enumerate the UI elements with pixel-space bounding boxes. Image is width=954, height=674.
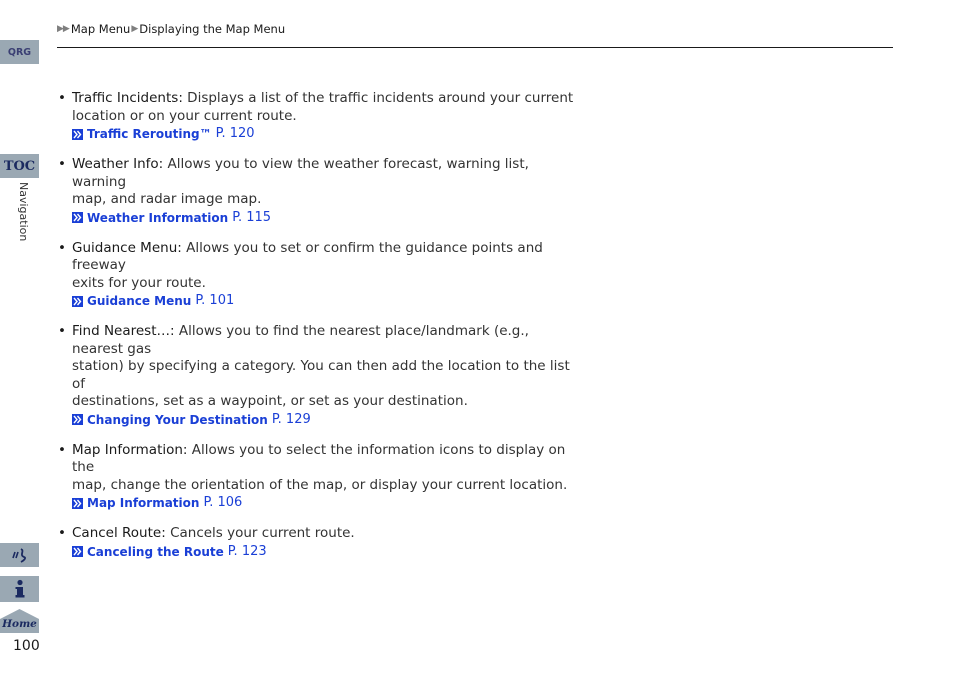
bullet: • <box>58 323 66 339</box>
reference-arrow-icon <box>72 498 83 509</box>
item-term: Weather Info: <box>72 156 164 172</box>
bullet: • <box>58 441 66 458</box>
item-term: Cancel Route: <box>72 525 166 541</box>
item-description: exits for your route. <box>72 274 206 291</box>
reference-arrow-icon <box>72 546 83 557</box>
breadcrumb-item-map-menu[interactable]: Map Menu <box>70 22 131 36</box>
reference-title[interactable]: Weather Information <box>87 210 229 225</box>
item-description: Allows you to find the nearest place/landmark (e.g., nearest gas <box>72 323 529 357</box>
item-term: Guidance Menu: <box>72 239 182 256</box>
item-description: Allows you to set or confirm the guidance points and freeway <box>72 239 543 273</box>
list-item <box>58 525 578 561</box>
item-description: map, change the orientation of the map, or display your current location. <box>72 476 568 493</box>
item-description: map, and radar image map. <box>72 191 262 207</box>
info-button[interactable] <box>0 576 39 602</box>
item-description: Displays a list of the traffic incidents around your current <box>187 90 574 106</box>
qrg-button[interactable] <box>0 40 39 64</box>
bullet: • <box>58 156 66 172</box>
triangle-right-icon: ▶ <box>62 24 70 34</box>
item-term: Map Information: <box>72 441 188 458</box>
reference-title[interactable]: Traffic Rerouting™ <box>87 127 212 141</box>
cross-reference-link[interactable] <box>72 543 578 561</box>
reference-page[interactable]: P. 120 <box>215 126 255 141</box>
breadcrumb <box>57 21 286 37</box>
cross-reference-link[interactable] <box>72 292 578 310</box>
breadcrumb-item-displaying-map-menu[interactable]: Displaying the Map Menu <box>139 22 286 36</box>
cross-reference-link[interactable] <box>72 494 578 512</box>
reference-arrow-icon <box>72 296 83 307</box>
reference-arrow-icon <box>72 414 83 425</box>
page-number: 100 <box>13 638 40 654</box>
cross-reference-link[interactable] <box>72 209 578 227</box>
item-description: destinations, set as a waypoint, or set as your destination. <box>72 393 468 409</box>
header-divider <box>57 47 893 48</box>
section-label: Navigation <box>17 182 30 242</box>
item-description: station) by specifying a category. You can then add the location to the list of <box>72 358 570 392</box>
home-button[interactable] <box>0 609 39 633</box>
toc-label: TOC <box>3 158 36 174</box>
reference-arrow-icon <box>72 212 83 223</box>
qrg-label: QRG <box>7 46 32 58</box>
list-item <box>58 442 578 513</box>
reference-page[interactable]: P. 106 <box>203 495 243 510</box>
item-term: Find Nearest…: <box>72 323 175 339</box>
bullet: • <box>58 239 66 256</box>
home-label: Home <box>2 618 37 630</box>
feature-list <box>58 90 578 574</box>
item-term: Traffic Incidents: <box>72 90 183 106</box>
item-description: location or on your current route. <box>72 107 297 124</box>
item-description: Allows you to select the information icons to display on the <box>72 441 566 475</box>
cross-reference-link[interactable] <box>72 411 578 429</box>
reference-page[interactable]: P. 129 <box>271 411 311 427</box>
item-description: Cancels your current route. <box>170 525 355 541</box>
list-item <box>58 323 578 429</box>
list-item <box>58 156 578 227</box>
reference-title[interactable]: Canceling the Route <box>87 544 224 559</box>
cross-reference-link[interactable] <box>72 125 578 143</box>
list-item <box>58 240 578 311</box>
triangle-right-icon: ▶ <box>57 24 64 34</box>
item-description: Allows you to view the weather forecast, warning list, warning <box>72 156 529 190</box>
reference-title[interactable]: Changing Your Destination <box>87 412 268 427</box>
list-item <box>58 90 578 143</box>
bullet: • <box>58 90 66 106</box>
info-icon <box>14 579 26 599</box>
voice-command-button[interactable] <box>0 543 39 567</box>
triangle-right-icon: ▶ <box>131 24 139 34</box>
reference-page[interactable]: P. 101 <box>195 293 235 308</box>
bullet: • <box>58 525 66 541</box>
voice-command-icon <box>11 546 29 564</box>
toc-button[interactable] <box>0 154 39 178</box>
reference-title[interactable]: Map Information <box>87 496 200 510</box>
reference-page[interactable]: P. 123 <box>227 543 267 559</box>
reference-page[interactable]: P. 115 <box>232 209 272 225</box>
reference-title[interactable]: Guidance Menu <box>87 294 192 308</box>
reference-arrow-icon <box>72 129 83 140</box>
